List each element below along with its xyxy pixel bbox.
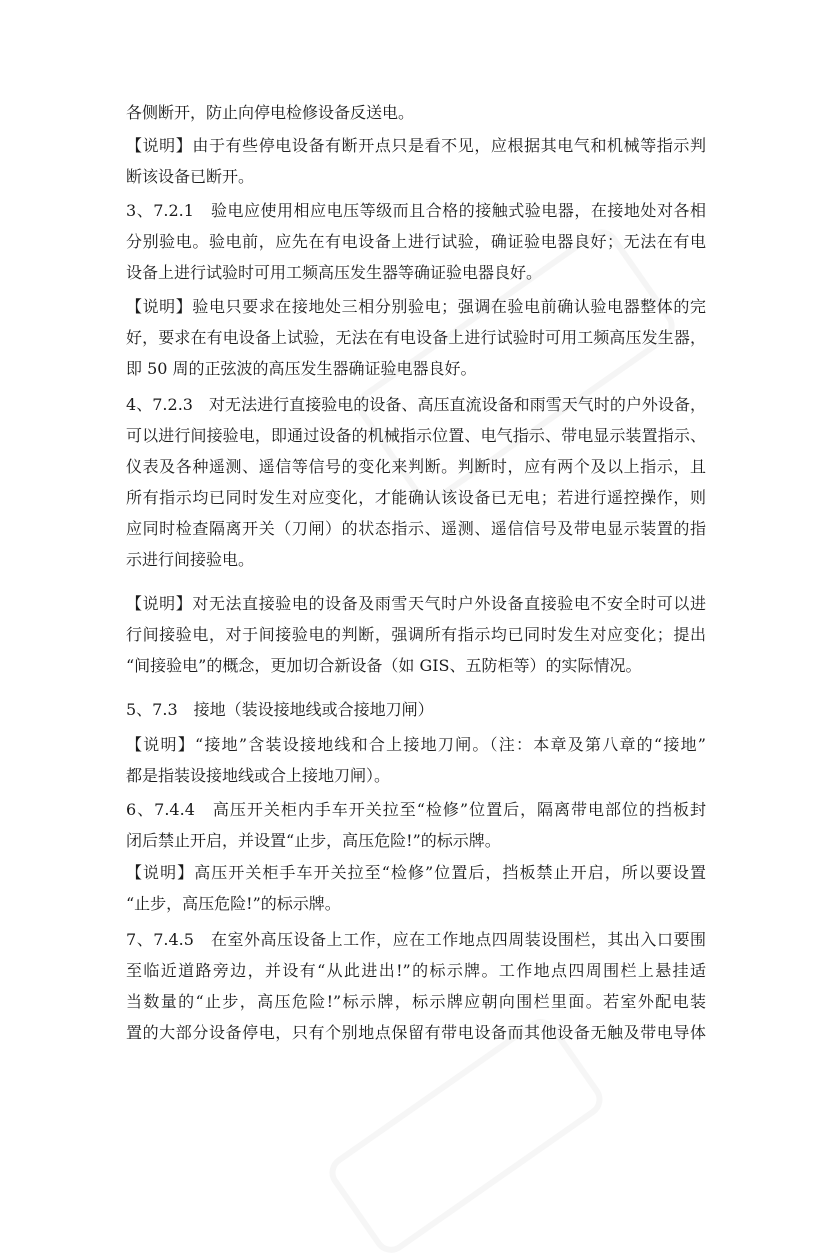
- text-line: 可以进行间接验电，即通过设备的机械指示位置、电气指示、带电显示装置指示、: [126, 426, 706, 445]
- watermark: [322, 1012, 609, 1260]
- text-line: 断该设备已断开。: [126, 167, 255, 186]
- text-line: 4、7.2.3 对无法进行直接验电的设备、高压直流设备和雨雪天气时的户外设备，: [126, 395, 706, 414]
- text-line: 当数量的“止步，高压危险!”标示牌，标示牌应朝向围栏里面。若室外配电装: [126, 992, 706, 1011]
- text-line: “止步，高压危险!”的标示牌。: [126, 894, 341, 913]
- text-line: 置的大部分设备停电，只有个别地点保留有带电设备而其他设备无触及带电导体: [126, 1023, 706, 1042]
- paragraph-note-3: [126, 291, 706, 384]
- text-line: 【说明】“接地”含装设接地线和合上接地刀闸。（注：本章及第八章的“接地”: [126, 735, 706, 754]
- text-line: 都是指装设接地线或合上接地刀闸）。: [126, 766, 391, 785]
- text-line: 仪表及各种遥测、遥信等信号的变化来判断。判断时，应有两个及以上指示，且: [126, 457, 706, 476]
- text-line: 【说明】高压开关柜手车开关拉至“检修”位置后，挡板禁止开启，所以要设置: [126, 863, 706, 882]
- text-line: 设备上进行试验时可用工频高压发生器等确证验电器良好。: [126, 263, 543, 282]
- text-line: 7、7.4.5 在室外高压设备上工作，应在工作地点四周装设围栏，其出入口要围: [126, 930, 706, 949]
- text-line: 至临近道路旁边，并设有“从此进出!”的标示牌。工作地点四周围栏上悬挂适: [126, 961, 706, 980]
- text-line: 示进行间接验电。: [126, 550, 255, 569]
- paragraph-item-7: [126, 924, 706, 1048]
- paragraph-note-5: [126, 729, 706, 791]
- text-line: 【说明】验电只要求在接地处三相分别验电；强调在验电前确认验电器整体的完: [126, 297, 706, 316]
- text-line: 6、7.4.4 高压开关柜内手车开关拉至“检修”位置后，隔离带电部位的挡板封: [126, 800, 706, 819]
- paragraph-item-5: [126, 694, 706, 725]
- text-line: 应同时检查隔离开关（刀闸）的状态指示、遥测、遥信信号及带电显示装置的指: [126, 519, 706, 538]
- paragraph-note-4: [126, 588, 706, 681]
- text-line: 【说明】由于有些停电设备有断开点只是看不见，应根据其电气和机械等指示判: [126, 136, 706, 155]
- paragraph-note-1: [126, 130, 706, 192]
- text-line: 好，要求在有电设备上试验，无法在有电设备上进行试验时可用工频高压发生器，: [126, 328, 706, 347]
- paragraph-continuation: [126, 97, 706, 128]
- text-line: 3、7.2.1 验电应使用相应电压等级而且合格的接触式验电器，在接地处对各相: [126, 201, 706, 220]
- text-line: 即 50 周的正弦波的高压发生器确证验电器良好。: [126, 359, 477, 378]
- text-line: 闭后禁止开启，并设置“止步，高压危险!”的标示牌。: [126, 831, 501, 850]
- paragraph-item-3: [126, 195, 706, 288]
- text-line: 各侧断开，防止向停电检修设备反送电。: [126, 103, 415, 122]
- paragraph-item-4: [126, 389, 706, 575]
- paragraph-item-6: [126, 794, 706, 856]
- text-line: 5、7.3 接地（装设接地线或合接地刀闸）: [126, 700, 434, 719]
- text-line: “间接验电”的概念，更加切合新设备（如 GIS、五防柜等）的实际情况。: [126, 656, 642, 675]
- paragraph-note-6: [126, 857, 706, 919]
- text-line: 行间接验电，对于间接验电的判断，强调所有指示均已同时发生对应变化；提出: [126, 625, 706, 644]
- text-line: 所有指示均已同时发生对应变化，才能确认该设备已无电；若进行遥控操作，则: [126, 488, 706, 507]
- text-line: 【说明】对无法直接验电的设备及雨雪天气时户外设备直接验电不安全时可以进: [126, 594, 706, 613]
- text-line: 分别验电。验电前，应先在有电设备上进行试验，确证验电器良好；无法在有电: [126, 232, 706, 251]
